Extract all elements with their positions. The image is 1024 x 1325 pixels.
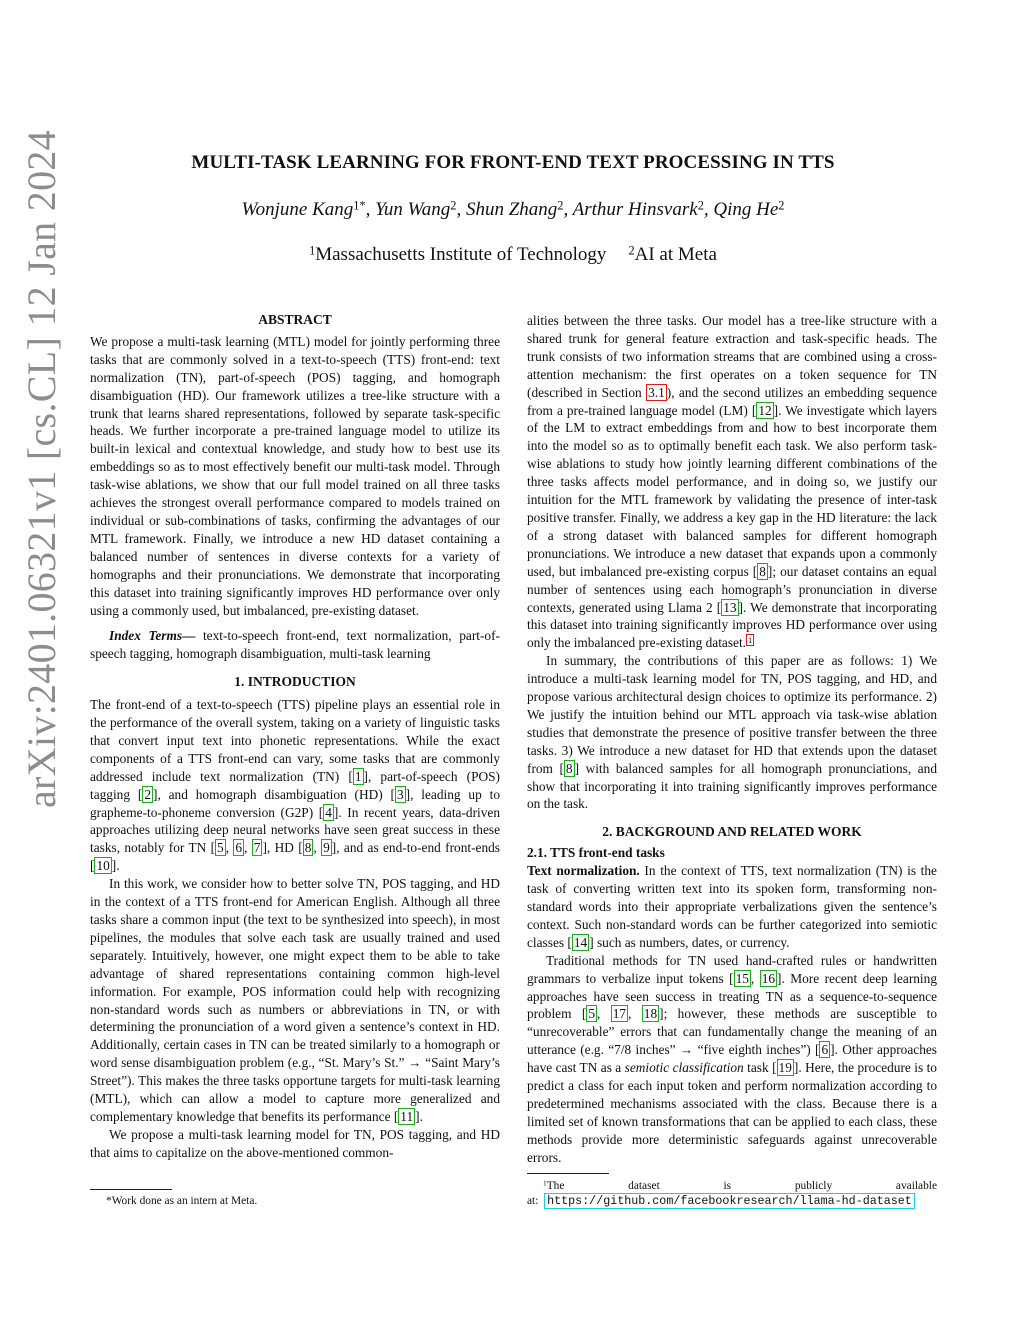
citation-link[interactable]: 12 — [758, 402, 772, 418]
traditional-methods-paragraph: Traditional methods for TN used hand-crafted rules or handwritten grammars to verbalize input tokens [ 15 , 16 ]. More recent deep learning approaches have seen success in treating TN as a sequence-to-sequence problem [ 5 , 17 , 18 ]; however, these methods are susceptible to “unrecoverable” errors that can fundamentally change the meaning of an utterance (e.g. “7/8 inches” → “five eighth inches”) [ 6 ]. Other approaches have cast TN as a semiotic classification task [ 19 ]. Here, the procedure is to predict a class for each input token and perform normalization according to predetermined mechanisms associated with the class. Because there is a limited set of known transformations that can be applied to each class, these methods provide more deterministic safeguards against unrecoverable errors. — [527, 952, 937, 1165]
citation-link[interactable]: 1 — [354, 768, 362, 784]
author-affiliation-mark: 2 — [557, 198, 564, 213]
index-terms-label: Index Terms— — [109, 628, 196, 644]
author-affiliation-mark: 1* — [353, 198, 366, 213]
right-paragraph-2: In summary, the contributions of this paper are as follows: 1) We introduce a multi-task learning model for TN, POS tagging, and HD, and propose various architectural design choices to optimize its performance. 2) We justify the intuition behind our MTL approach via task-wise ablation studies that demonstrate the presence of positive transfer between the three tasks. 3) We introduce a new dataset for HD that extends upon the dataset from [ 8 ] with balanced samples for all homograph pronunciations, and show that incorporating it into training significantly improves performance on the task. — [527, 653, 938, 812]
text-normalization-body: In the context of TTS, text normalization (TN) is the task of converting written text into its spoken form, transforming non-standard words into their appropriate verbalizations given the sentence’s context. Such non-standard words can be further categorized into semiotic classes [ 14 ] such as numbers, dates, or currency. — [527, 863, 937, 950]
citation-link[interactable]: 18 — [643, 1006, 658, 1022]
citation-link[interactable]: 6 — [821, 1042, 829, 1058]
citation-link[interactable]: 4 — [325, 804, 332, 820]
citation-link[interactable]: 8 — [759, 563, 766, 579]
citation-link[interactable]: 13 — [723, 599, 737, 615]
text-normalization-runin: Text normalization. — [527, 863, 640, 879]
dataset-url-link[interactable]: https://github.com/facebookresearch/llama-hd-dataset — [544, 1193, 915, 1209]
author-affiliation-mark: 2 — [697, 198, 704, 213]
citation-link[interactable]: 5 — [217, 840, 224, 856]
author-name: Wonjune Kang — [241, 199, 354, 220]
abstract-heading: ABSTRACT — [258, 312, 332, 327]
paper-title: MULTI-TASK LEARNING FOR FRONT-END TEXT PROCESSING IN TTS — [191, 152, 835, 173]
subsection-heading-tts-front-end: 2.1. TTS front-end tasks — [527, 845, 665, 861]
index-terms-text: text-to-speech front-end, text normalization, part-of-speech tagging, homograph disambiguation, multi-task learning — [90, 628, 500, 662]
section-reference-link[interactable]: 3.1 — [648, 384, 665, 400]
citation-link[interactable]: 3 — [396, 786, 404, 802]
citation-link[interactable]: 8 — [565, 760, 573, 776]
author-affiliation-mark: 2 — [778, 198, 785, 213]
citation-link[interactable]: 9 — [323, 840, 330, 856]
author-name: Shun Zhang — [465, 199, 558, 220]
affiliations — [90, 244, 936, 266]
footnote-reference-link[interactable]: 1 — [748, 635, 753, 646]
text-normalization-paragraph — [527, 862, 937, 952]
footnote-mark: * — [106, 1195, 112, 1207]
citation-link[interactable]: 16 — [761, 970, 776, 986]
author-affiliation-mark: 2 — [450, 198, 457, 213]
citation-link[interactable]: 7 — [253, 840, 261, 856]
citation-link[interactable]: 5 — [588, 1006, 595, 1022]
citation-link[interactable]: 15 — [735, 970, 749, 986]
section-heading-background: 2. BACKGROUND AND RELATED WORK — [602, 824, 862, 840]
section-heading-introduction: 1. INTRODUCTION — [234, 674, 356, 690]
citation-link[interactable]: 14 — [573, 934, 588, 950]
arxiv-identifier[interactable]: arXiv:2401.06321v1 [cs.CL] 12 Jan 2024 — [19, 130, 64, 808]
citation-link[interactable]: 10 — [96, 858, 110, 874]
author-name: Arthur Hinsvark — [572, 199, 698, 220]
citation-link[interactable]: 8 — [304, 840, 312, 856]
affiliation-name: Massachusetts Institute of Technology — [315, 244, 607, 265]
author-list: Wonjune Kang$^{1*}$, Yun Wang$^2$, Shun Zhang$^2$, Arthur Hinsvark$^2$, Qing He$^2$ — [241, 198, 785, 220]
footnote-rule-left — [90, 1189, 172, 1190]
footnote-rule-right — [527, 1173, 609, 1174]
affiliation-mark: 2 — [628, 243, 635, 258]
citation-link[interactable]: 17 — [612, 1006, 627, 1022]
footnote-dataset-text: The dataset is publicly available at: — [527, 1180, 937, 1207]
left-column — [90, 311, 500, 1162]
index-terms — [90, 627, 500, 663]
footnote-dataset-mark: 1 — [543, 1178, 547, 1188]
citation-link[interactable]: 2 — [144, 786, 151, 802]
abstract-text: We propose a multi-task learning (MTL) model for jointly performing three tasks that are commonly solved in a text-to-speech (TTS) front-end: text normalization (TN), part-of-speech (POS) tagging, and homograph disambiguation (HD). Our framework utilizes a tree-like structure with a trunk that learns shared representations, followed by separate task-specific heads. We further incorporate a pre-trained language model to utilize its built-in lexical and contextual knowledge, and study how to best use its embeddings so as to most effectively benefit our multi-task model. Through task-wise ablations, we show that our full model trained on all three tasks achieves the strongest overall performance compared to models trained on individual or sub-combinations of tasks, confirming the advantages of our MTL framework. Finally, we introduce a new HD dataset containing a balanced number of sentences in diverse contexts for a variety of homographs and their pronunciations. We demonstrate that incorporating this dataset into training significantly improves HD performance over only using a commonly used, but imbalanced, pre-existing dataset. — [90, 333, 500, 618]
footnote-text: Work done as an intern at Meta. — [111, 1195, 258, 1207]
citation-link[interactable]: 6 — [235, 840, 243, 856]
citation-link[interactable]: 11 — [400, 1108, 414, 1124]
author-name: Yun Wang — [375, 199, 451, 220]
right-paragraph-1: alities between the three tasks. Our model has a tree-like structure with a shared trunk for general feature extraction and task-specific heads. The trunk consists of two information streams that are combined using a cross-attention mechanism: the first operates on a token sequence for TN (described in Section 3.1 ), and the second utilizes an embedding sequence from a pre-trained language model (LM) [ 12 ]. We investigate which layers of the LM to extract embeddings from and how to best incorporate them into the model so as to optimally benefit each task. We also perform task-wise ablations to study how jointly learning different combinations of the three tasks affects model performance, and in doing so, we justify our intuition for the MTL framework by validating the presence of inter-task positive transfer. Finally, we address a key gap in the HD literature: the lack of a strong dataset with balanced samples for different homograph pronunciations. We introduce a new dataset that expands upon a commonly used, but imbalanced pre-existing corpus [ 8 ]; our dataset contains an equal number of sentences using each homograph’s pronunciation in diverse contexts, generated using Llama 2 [ 13 ]. We demonstrate that incorporating this dataset into training significantly improves HD performance over using only the imbalanced pre-existing dataset. $^1$ — [527, 313, 938, 651]
affiliation-name: AI at Meta — [634, 244, 717, 265]
affiliation-mark: 1 — [309, 243, 316, 258]
intro-paragraph-3: We propose a multi-task learning model for TN, POS tagging, and HD that aims to capitalize on the above-mentioned common- — [90, 1126, 500, 1160]
intro-paragraph-1: The front-end of a text-to-speech (TTS) pipeline plays an essential role in the performance of the overall system, taking on a variety of linguistic tasks that convert input text into phonetic representations. While the exact components of a TTS front-end can vary, some tasks that are commonly addressed include text normalization (TN) [ 1 ], part-of-speech (POS) tagging [ 2 ], and homograph disambiguation (HD) [ 3 ], leading up to grapheme-to-phoneme conversion (G2P) [ 4 ]. In recent years, data-driven approaches utilizing deep neural networks have seen great success in these tasks, notably for TN [ 5 , 6 , 7 ], HD [ 8 , 9 ], and as end-to-end front-ends [ 10 ]. — [90, 697, 501, 874]
footnote-intern — [90, 1194, 500, 1209]
footnote-dataset — [527, 1179, 937, 1209]
right-column — [527, 312, 937, 1167]
author-name: Qing He — [713, 199, 779, 220]
intro-paragraph-2: In this work, we consider how to better solve TN, POS tagging, and HD in the context of a TTS front-end for American English. Although all three tasks share a common input (the text to be synthesized into speech), in most pipelines, the modules that solve each task are usually trained and used separately. Intuitively, however, one might expect them to be able to take advantage of shared representations containing common high-level information. For example, POS information could help with recognizing non-standard words such as numbers or abbreviations in TN, or with determining the pronunciation of a word given a sentence’s context in HD. Additionally, certain cases in TN can be treated similarly to a homograph or word sense disambiguation problem (e.g., “St. Mary’s St.” → “Saint Mary’s Street”). This makes the three tasks opportune targets for multi-task learning (MTL), which can allow a model to capture more generalized and complementary knowledge that benefits its performance [ 11 ]. — [90, 876, 500, 1124]
citation-link[interactable]: 19 — [778, 1060, 792, 1076]
